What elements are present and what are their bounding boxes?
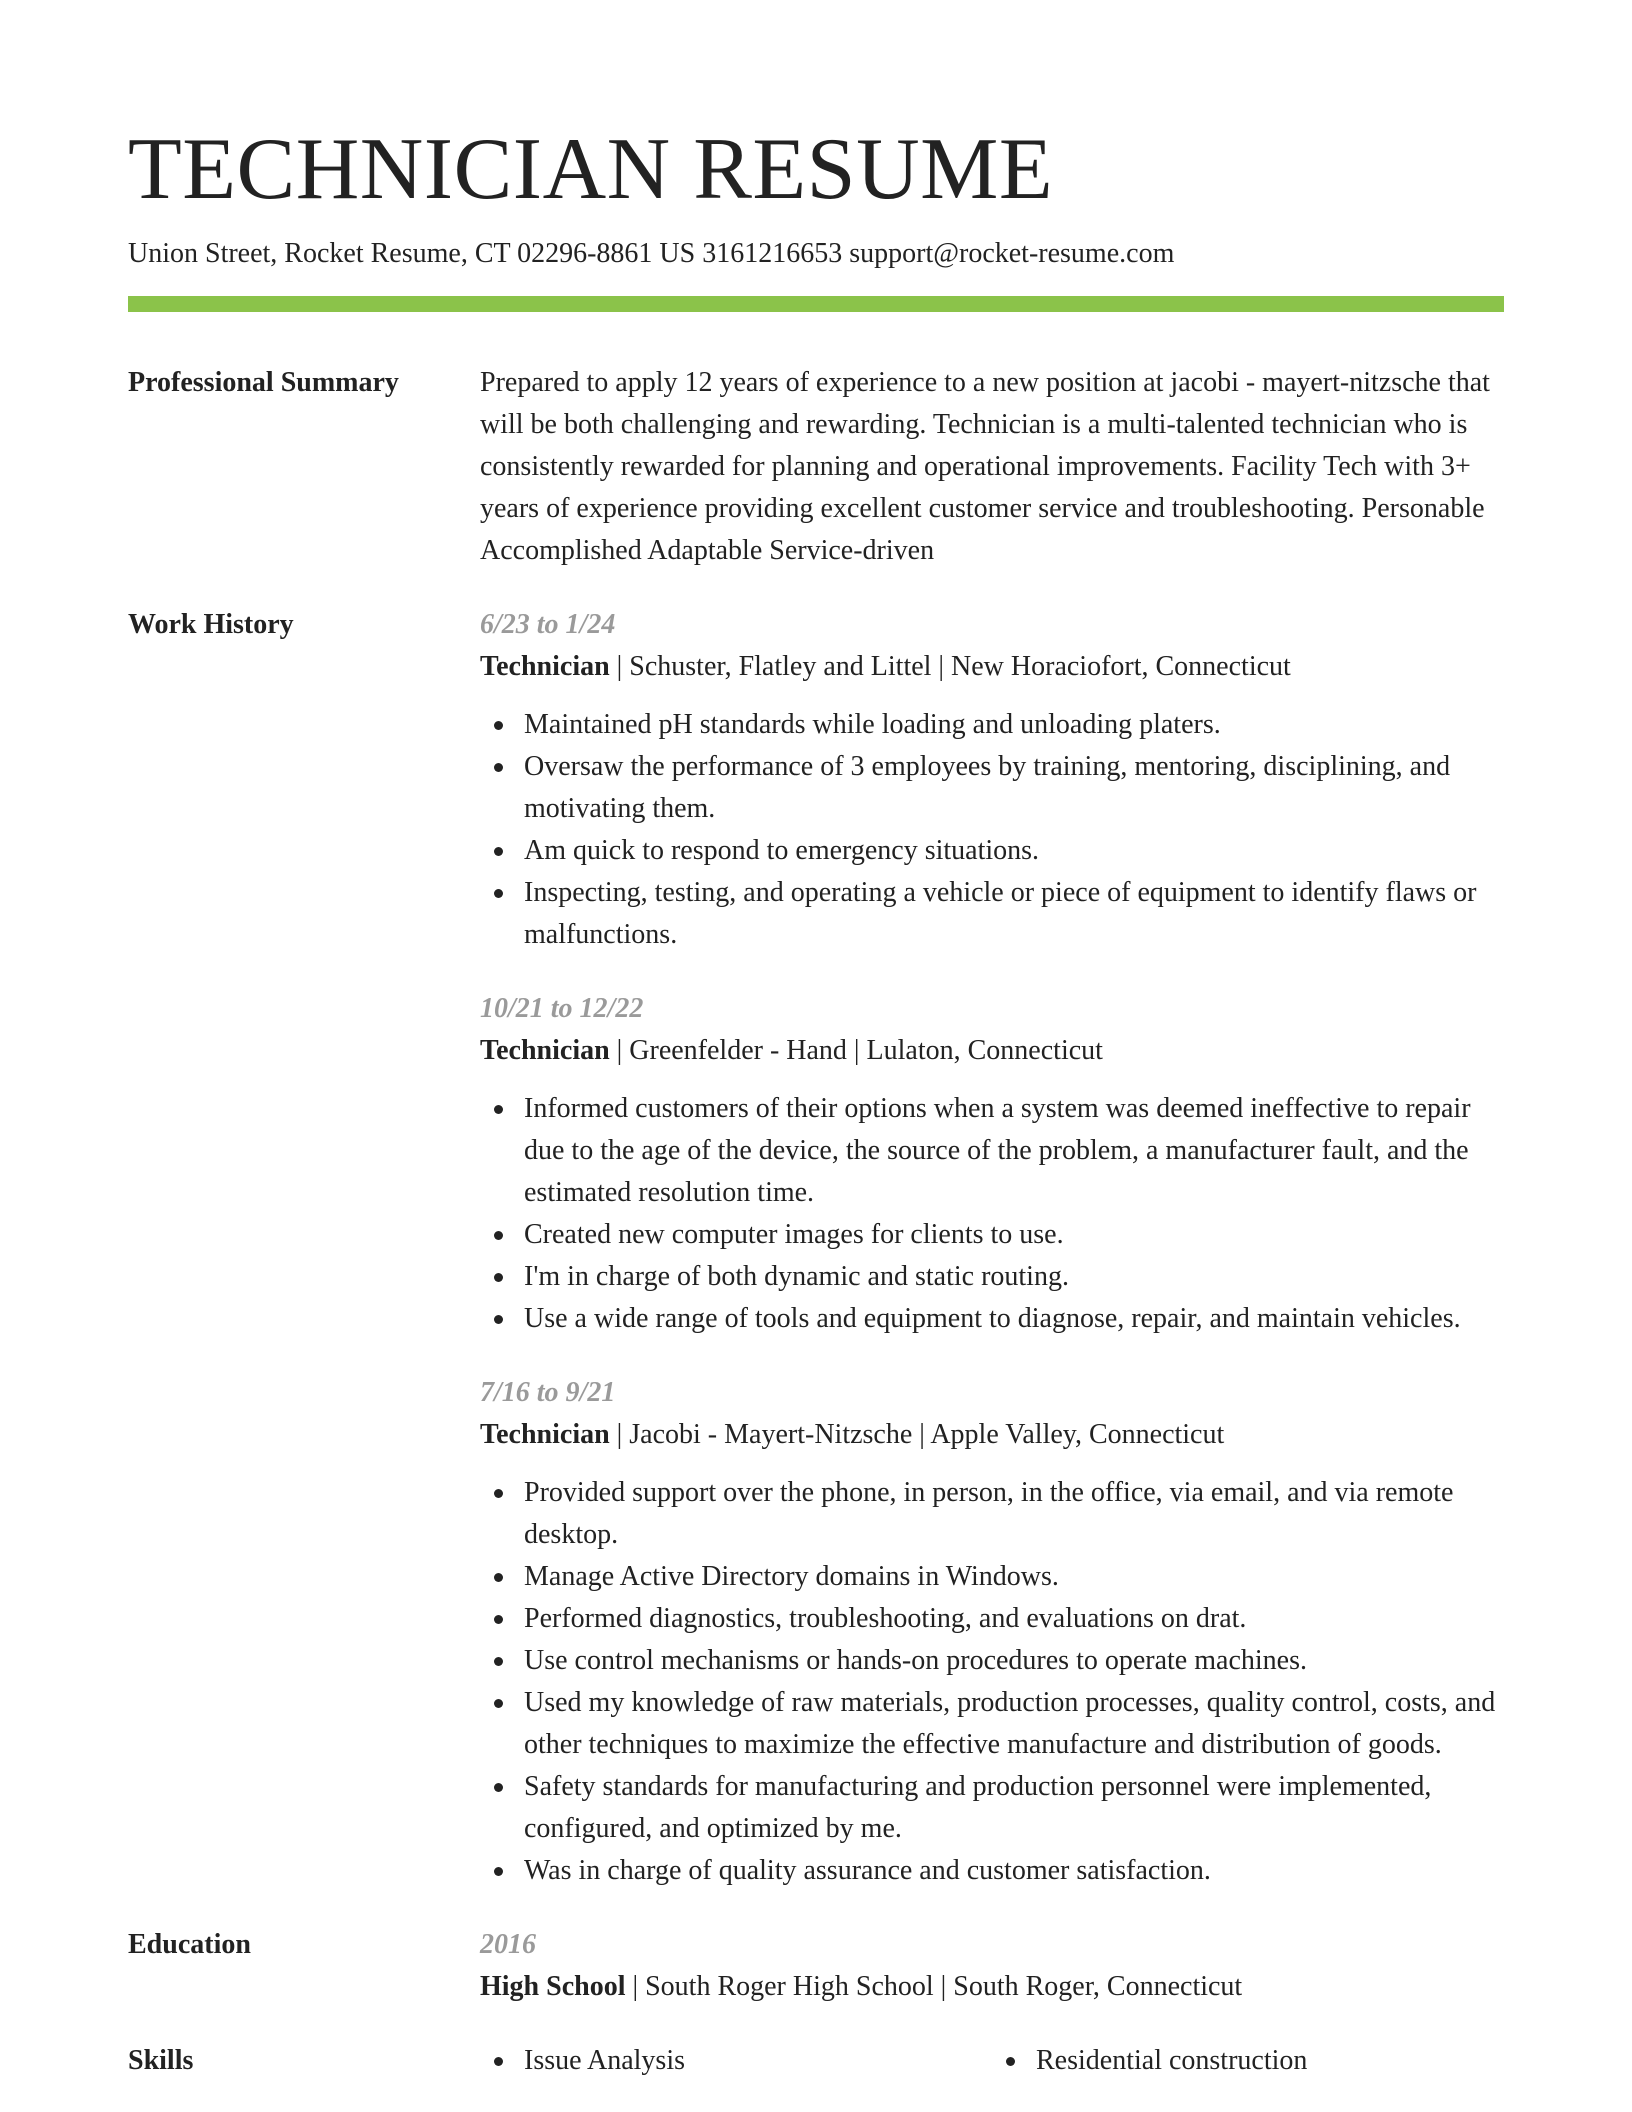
- skill-item: Issue Analysis: [524, 2040, 992, 2082]
- job-role: Technician: [480, 1035, 610, 1066]
- section-label-education: Education: [128, 1929, 251, 1960]
- list-item: I'm in charge of both dynamic and static routing.: [524, 1256, 1504, 1298]
- list-item: Oversaw the performance of 3 employees by training, mentoring, disciplining, and motivating them.: [524, 746, 1504, 830]
- summary-text: Prepared to apply 12 years of experience to a new position at jacobi - mayert-nitzsche that will be both challenging and rewarding. Technician is a multi-talented technician who is consistently rewarded for planning and operational improvements. Facility Tech with 3+ years of experience providing excellent customer service and troubleshooting. Personable Accomplished Adaptable Service-driven: [480, 367, 1490, 566]
- job-dates: 10/21 to 12/22: [480, 993, 644, 1024]
- list-item: Am quick to respond to emergency situations.: [524, 830, 1504, 872]
- job-entry: [480, 988, 1504, 1340]
- job-employer-location: | Schuster, Flatley and Littel | New Horaciofort, Connecticut: [609, 651, 1291, 682]
- skills-section: [128, 2040, 1504, 2082]
- skills-column-left: [480, 2040, 992, 2082]
- section-label-work-history: Work History: [128, 609, 294, 640]
- list-item: Safety standards for manufacturing and production personnel were implemented, configured, and optimized by me.: [524, 1766, 1504, 1850]
- job-dates: 6/23 to 1/24: [480, 609, 616, 640]
- job-bullets: [480, 704, 1504, 956]
- resume-title: TECHNICIAN RESUME: [128, 121, 1054, 218]
- contact-info: Union Street, Rocket Resume, CT 02296-8861 US 3161216653 support@rocket-resume.com: [128, 238, 1175, 269]
- list-item: Maintained pH standards while loading and unloading platers.: [524, 704, 1504, 746]
- job-entry: [480, 604, 1504, 956]
- list-item: Used my knowledge of raw materials, production processes, quality control, costs, and other techniques to maximize the effective manufacture and distribution of goods.: [524, 1682, 1504, 1766]
- list-item: Use control mechanisms or hands-on procedures to operate machines.: [524, 1640, 1504, 1682]
- skills-column-right: [992, 2040, 1504, 2082]
- section-label-summary: Professional Summary: [128, 367, 399, 398]
- list-item: Manage Active Directory domains in Windows.: [524, 1556, 1504, 1598]
- accent-divider: [128, 296, 1504, 312]
- list-item: Inspecting, testing, and operating a vehicle or piece of equipment to identify flaws or malfunctions.: [524, 872, 1504, 956]
- list-item: Performed diagnostics, troubleshooting, and evaluations on drat.: [524, 1598, 1504, 1640]
- education-section: [128, 1924, 1504, 2008]
- job-role: Technician: [480, 651, 610, 682]
- work-history-body: [480, 604, 1504, 1892]
- job-dates: 7/16 to 9/21: [480, 1377, 616, 1408]
- list-item: Created new computer images for clients to use.: [524, 1214, 1504, 1256]
- work-history-section: [128, 604, 1504, 1892]
- job-entry: [480, 1372, 1504, 1892]
- summary-section: [128, 362, 1504, 572]
- job-employer-location: | Jacobi - Mayert-Nitzsche | Apple Valley, Connecticut: [609, 1419, 1225, 1450]
- job-bullets: [480, 1088, 1504, 1340]
- skill-item: Residential construction: [1036, 2040, 1504, 2082]
- job-heading: [480, 1030, 1504, 1072]
- list-item: Was in charge of quality assurance and customer satisfaction.: [524, 1850, 1504, 1892]
- education-heading: [480, 1966, 1504, 2008]
- list-item: Provided support over the phone, in person, in the office, via email, and via remote desktop.: [524, 1472, 1504, 1556]
- education-year: 2016: [480, 1929, 536, 1960]
- job-heading: [480, 646, 1504, 688]
- job-role: Technician: [480, 1419, 610, 1450]
- section-label-skills: Skills: [128, 2045, 194, 2076]
- job-heading: [480, 1414, 1504, 1456]
- list-item: Use a wide range of tools and equipment to diagnose, repair, and maintain vehicles.: [524, 1298, 1504, 1340]
- skills-body: [480, 2040, 1504, 2082]
- list-item: Informed customers of their options when a system was deemed ineffective to repair due to the age of the device, the source of the problem, a manufacturer fault, and the estimated resolution time.: [524, 1088, 1504, 1214]
- job-bullets: [480, 1472, 1504, 1892]
- job-employer-location: | Greenfelder - Hand | Lulaton, Connecticut: [609, 1035, 1103, 1066]
- education-body: [480, 1924, 1504, 2008]
- education-degree: High School: [480, 1971, 626, 2002]
- education-school-location: | South Roger High School | South Roger, Connecticut: [625, 1971, 1243, 2002]
